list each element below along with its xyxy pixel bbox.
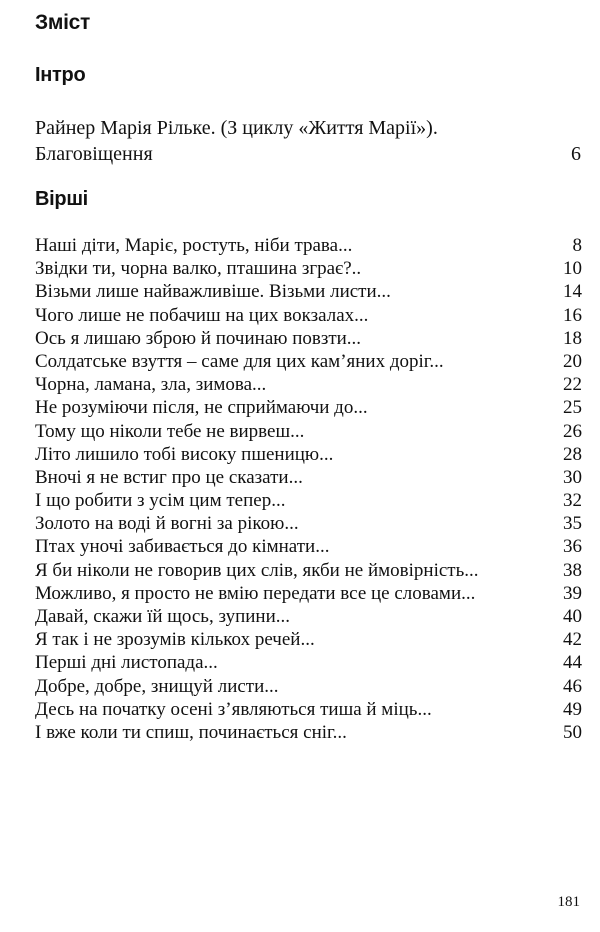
intro-entry-page: 6 [571, 143, 581, 165]
toc-entry-title: Я так і не зрозумів кількох речей... [35, 629, 315, 651]
intro-entry-title-line2: Благовіщення [35, 143, 153, 165]
toc-entry-page: 20 [563, 350, 582, 372]
toc-entry-page: 38 [563, 559, 582, 581]
toc-entry-title: Не розуміючи після, не сприймаючи до... [35, 397, 368, 419]
toc-entry-title: І що робити з усім цим тепер... [35, 490, 286, 512]
toc-entry-page: 39 [563, 582, 582, 604]
toc-entry [35, 721, 582, 744]
intro-heading: Інтро [35, 64, 86, 86]
toc-entry [35, 234, 582, 257]
toc-entry [35, 675, 582, 698]
toc-entry-title: Я би ніколи не говорив цих слів, якби не ймовірність... [35, 559, 479, 581]
toc-entry-title: Перші дні листопада... [35, 652, 218, 674]
toc-entry-title: Ось я лишаю зброю й починаю повзти... [35, 327, 362, 349]
toc-entry [35, 651, 582, 674]
toc-entry [35, 512, 582, 535]
intro-entry [35, 115, 581, 167]
toc-entry-page: 10 [563, 258, 582, 280]
toc-entry-title: Вночі я не встиг про це сказати... [35, 466, 303, 488]
toc-entry-title: Тому що ніколи тебе не вирвеш... [35, 420, 305, 442]
toc-entry-page: 30 [563, 466, 582, 488]
toc-entry-page: 42 [563, 629, 582, 651]
toc-entry-title: Можливо, я просто не вмію передати все це словами... [35, 582, 476, 604]
toc-entry-page: 44 [563, 652, 582, 674]
toc-entry [35, 605, 582, 628]
contents-heading: Зміст [35, 11, 90, 34]
poems-toc-list [35, 234, 582, 744]
poems-heading: Вірші [35, 188, 88, 210]
toc-entry [35, 350, 582, 373]
page-number: 181 [557, 894, 580, 910]
toc-entry [35, 466, 582, 489]
toc-entry-title: Птах уночі забивається до кімнати... [35, 536, 330, 558]
toc-entry [35, 420, 582, 443]
toc-entry [35, 396, 582, 419]
toc-entry [35, 327, 582, 350]
toc-entry [35, 535, 582, 558]
toc-entry-title: Десь на початку осені з’являються тиша й міць... [35, 698, 432, 720]
toc-entry [35, 373, 582, 396]
toc-entry [35, 304, 582, 327]
toc-entry [35, 280, 582, 303]
toc-entry-title: Звідки ти, чорна валко, пташина зграє?.. [35, 258, 362, 280]
toc-entry-title: Золото на воді й вогні за рікою... [35, 513, 299, 535]
intro-entry-title-line1: Райнер Марія Рільке. (З циклу «Життя Марії»). [35, 117, 438, 139]
toc-entry [35, 257, 582, 280]
toc-entry-title: Добре, добре, знищуй листи... [35, 675, 279, 697]
toc-entry-title: Давай, скажи їй щось, зупини... [35, 606, 290, 627]
toc-entry-title: Літо лишило тобі високу пшеницю... [35, 443, 334, 465]
toc-entry-page: 35 [563, 513, 582, 535]
toc-entry-title: Чорна, ламана, зла, зимова... [35, 374, 267, 396]
toc-entry-title: Чого лише не побачиш на цих вокзалах... [35, 304, 369, 326]
toc-entry-page: 26 [563, 420, 582, 442]
toc-entry-page: 40 [563, 606, 582, 627]
toc-entry [35, 582, 582, 605]
toc-entry-page: 49 [563, 698, 582, 720]
toc-entry-page: 16 [563, 304, 582, 326]
toc-entry [35, 559, 582, 582]
toc-entry-title: І вже коли ти спиш, починається сніг... [35, 721, 347, 743]
toc-entry-page: 8 [572, 235, 582, 256]
toc-entry-title: Солдатське взуття – саме для цих кам’яних доріг... [35, 350, 444, 372]
toc-entry-page: 22 [563, 374, 582, 396]
toc-entry-page: 36 [563, 536, 582, 558]
toc-entry-page: 50 [563, 721, 582, 743]
toc-entry [35, 698, 582, 721]
toc-entry-page: 25 [563, 397, 582, 419]
toc-entry-page: 46 [563, 675, 582, 697]
toc-entry-page: 18 [563, 327, 582, 349]
toc-entry [35, 628, 582, 651]
toc-entry-page: 28 [563, 443, 582, 465]
toc-entry [35, 443, 582, 466]
toc-entry-title: Візьми лише найважливіше. Візьми листи... [35, 281, 391, 303]
toc-entry-page: 32 [563, 490, 582, 512]
toc-entry [35, 489, 582, 512]
toc-entry-page: 14 [563, 281, 582, 303]
toc-entry-title: Наші діти, Маріє, ростуть, ніби трава... [35, 235, 353, 256]
